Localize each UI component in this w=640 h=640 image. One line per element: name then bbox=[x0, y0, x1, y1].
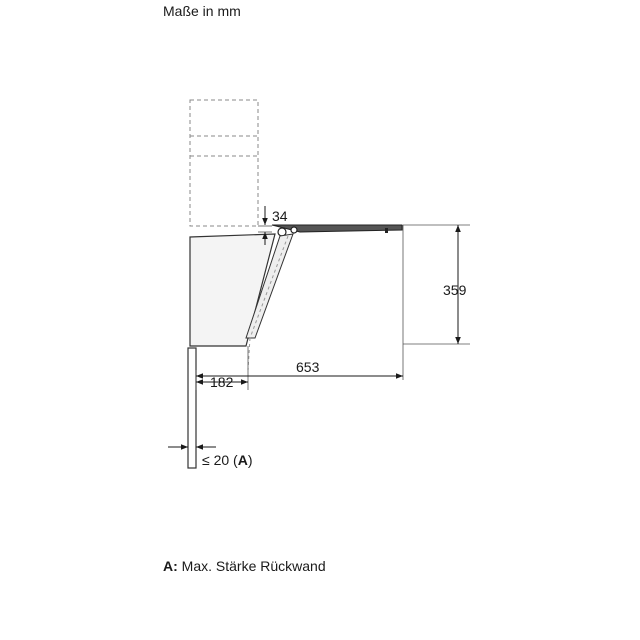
footnote-text: Max. Stärke Rückwand bbox=[177, 558, 326, 574]
dim-359-label: 359 bbox=[443, 282, 467, 298]
dim-20-label: ≤ 20 (A) bbox=[202, 452, 253, 468]
dim-653-label: 653 bbox=[296, 359, 320, 375]
rear-wall bbox=[188, 348, 196, 468]
chimney-dashed bbox=[190, 100, 258, 226]
dim-34-label: 34 bbox=[272, 208, 288, 224]
dim-182-label: 182 bbox=[210, 374, 234, 390]
footnote bbox=[163, 558, 326, 574]
footnote-key: A: bbox=[163, 558, 178, 574]
diagram-title: Maße in mm bbox=[163, 3, 241, 19]
panel-clip bbox=[385, 228, 388, 233]
